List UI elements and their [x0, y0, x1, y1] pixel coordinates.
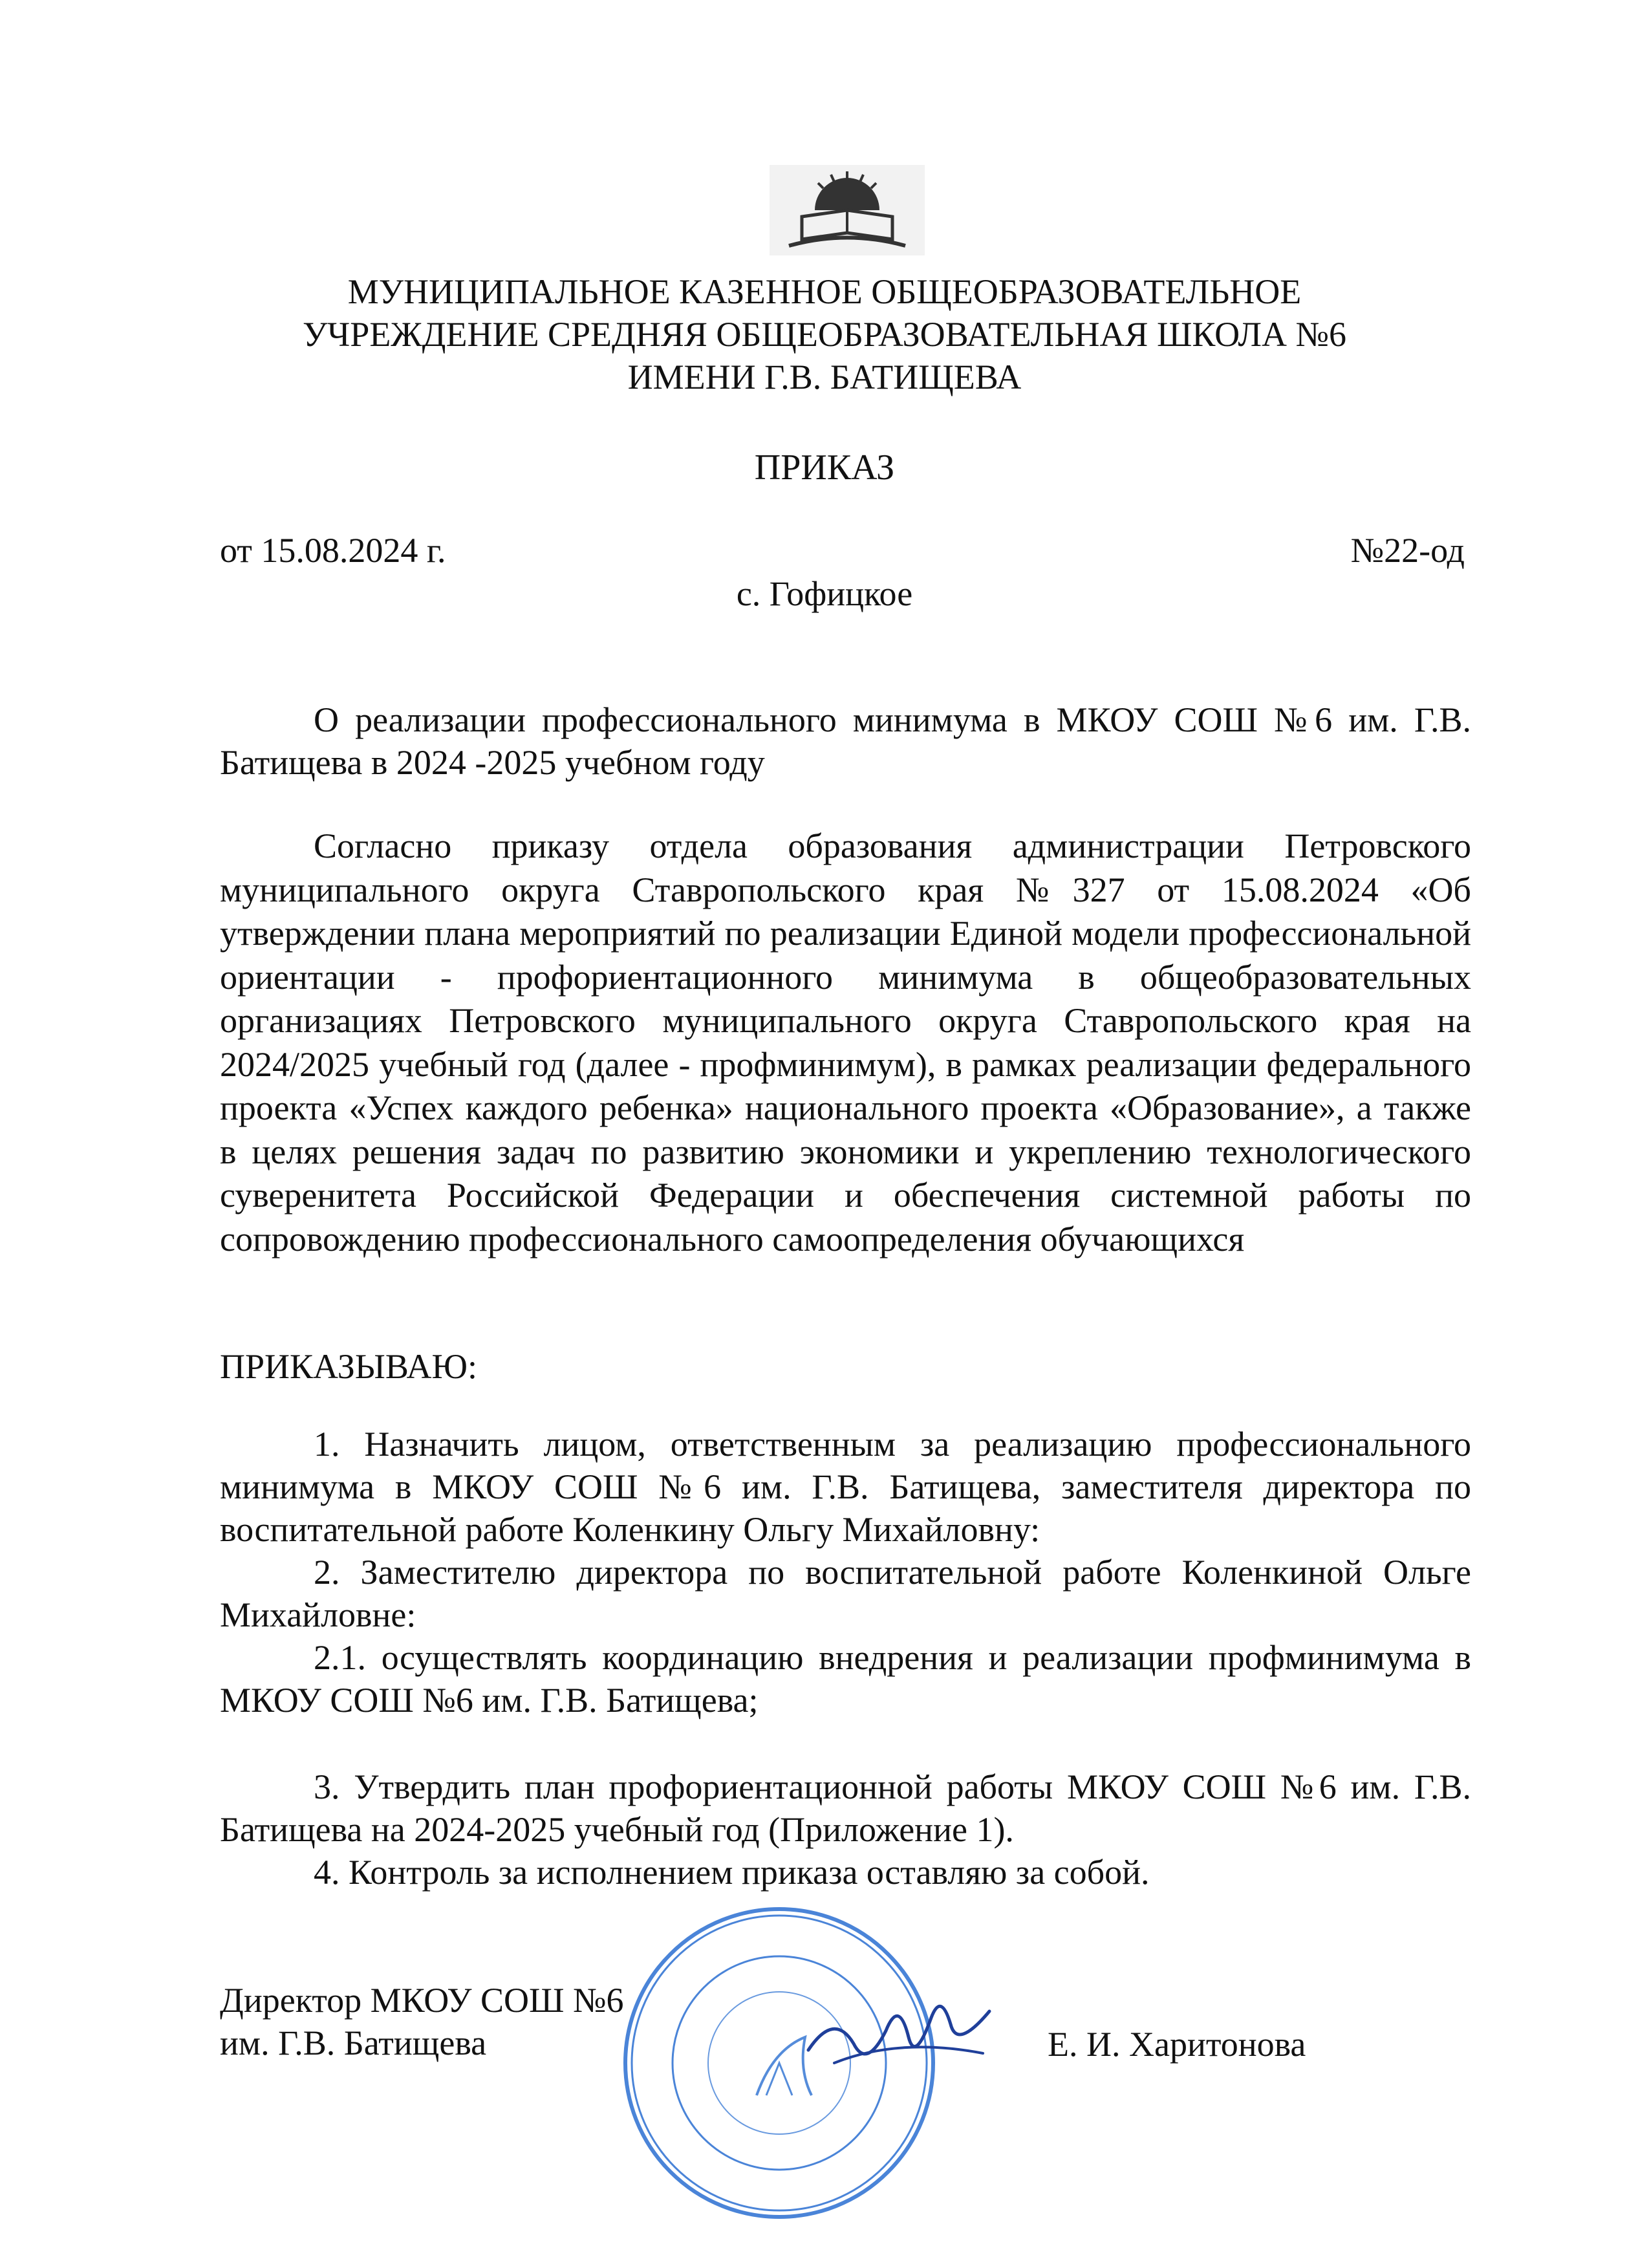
order-item: 2. Заместителю директора по воспитательной работе Коленкиной Ольге Михайловне: — [220, 1553, 1471, 1634]
school-name — [194, 270, 1455, 398]
order-subitem: 2.1. осуществлять координацию внедрения и реализации профминимума в МКОУ СОШ №6 им. Г.В. Батищева; — [220, 1638, 1471, 1720]
order-number: №22-од — [1350, 531, 1465, 570]
signer-name: Е. И. Харитонова — [1048, 2025, 1306, 2064]
document-type: ПРИКАЗ — [754, 448, 895, 488]
signer-position-line: Директор МКОУ СОШ №6 — [220, 1981, 624, 2020]
order-preamble: Согласно приказу отдела образования администрации Петровского муниципального округа Ставропольского края №327 от 15.08.2024 «Об утверждении плана мероприятий по реализации Единой модели профессиональной ориентации - профориентационного минимума в общеобразовательных организациях Петровского муниципального округа Ставропольского края на 2024/2025 учебный год (далее - профминимум), в рамках реализации федерального проекта «Успех каждого ребенка» национального проекта «Образование», а также в целях решения задач по развитию экономики и укреплению технологического суверенитета Российской Федерации и обеспечения системной работы по сопровождению профессионального самоопределения обучающихся — [220, 826, 1471, 1258]
school-name-line: ИМЕНИ Г.В. БАТИЩЕВА — [627, 358, 1022, 396]
order-date: от 15.08.2024 г. — [220, 531, 446, 570]
order-place: с. Гофицкое — [736, 574, 913, 613]
signer-position — [220, 1979, 624, 2064]
order-word: ПРИКАЗЫВАЮ: — [220, 1347, 477, 1386]
order-item: 4. Контроль за исполнением приказа оставляю за собой. — [314, 1853, 1150, 1892]
school-name-line: УЧРЕЖДЕНИЕ СРЕДНЯЯ ОБЩЕОБРАЗОВАТЕЛЬНАЯ ШКОЛА №6 — [302, 315, 1347, 354]
order-item: 3. Утвердить план профориентационной работы МКОУ СОШ №6 им. Г.В. Батищева на 2024-2025 учебный год (Приложение 1). — [220, 1767, 1471, 1849]
school-name-line: МУНИЦИПАЛЬНОЕ КАЗЕННОЕ ОБЩЕОБРАЗОВАТЕЛЬНОЕ — [347, 272, 1302, 311]
order-item: 1. Назначить лицом, ответственным за реализацию профессионального минимума в МКОУ СОШ №6 им. Г.В. Батищева, заместителя директора по воспитательной работе Коленкину Ольгу Михайловну: — [220, 1425, 1471, 1549]
signer-position-line: им. Г.В. Батищева — [220, 2024, 487, 2062]
school-emblem-icon — [770, 165, 925, 255]
order-items — [220, 1423, 1471, 1894]
handwritten-signature — [795, 1972, 1002, 2082]
order-subject: О реализации профессионального минимума в МКОУ СОШ №6 им. Г.В. Батищева в 2024 -2025 учебном году — [220, 700, 1471, 782]
